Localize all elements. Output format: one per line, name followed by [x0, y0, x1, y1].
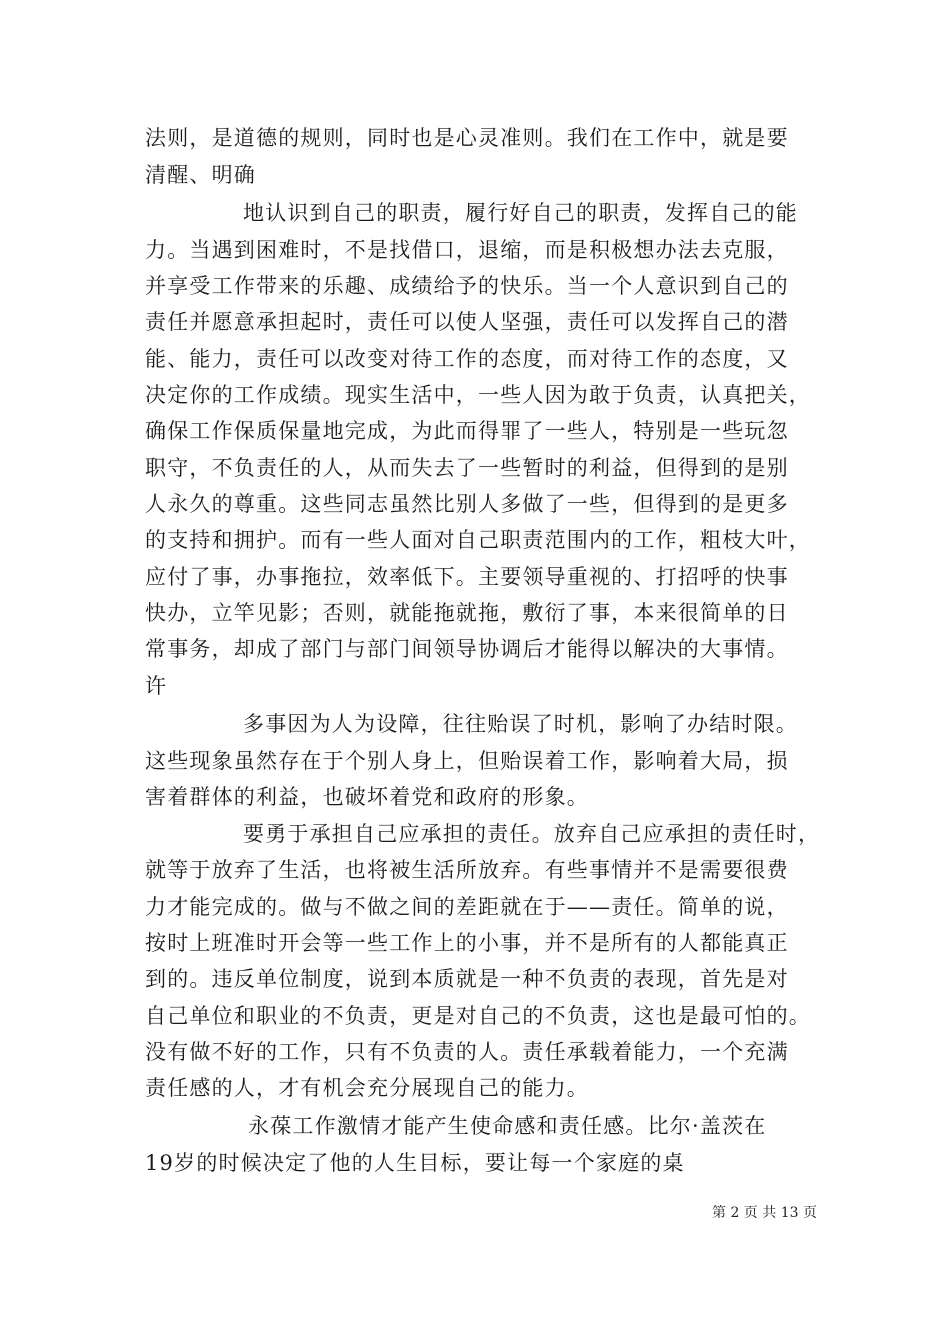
text-line: 确保工作保质保量地完成，为此而得罪了一些人，特别是一些玩忽 — [145, 419, 789, 443]
text-line: 的支持和拥护。而有一些人面对自己职责范围内的工作，粗枝大叶， — [145, 528, 811, 552]
text-line: 快办，立竿见影；否则，就能拖就拖，敷衍了事，本来很简单的日 — [145, 601, 789, 625]
text-line: 并享受工作带来的乐趣、成绩给予的快乐。当一个人意识到自己的 — [145, 274, 789, 298]
page-number-footer: 第 2 页 共 13 页 — [712, 1205, 817, 1221]
text-line: 永葆工作激情才能产生使命感和责任感。比尔·盖茨在 — [248, 1114, 767, 1138]
text-line: 按时上班准时开会等一些工作上的小事，并不是所有的人都能真正 — [145, 931, 789, 955]
text-line: 地认识到自己的职责，履行好自己的职责，发挥自己的能 — [243, 201, 798, 225]
text-line: 多事因为人为设障，往往贻误了时机，影响了办结时限。 — [243, 712, 798, 736]
text-line: 没有做不好的工作，只有不负责的人。责任承载着能力，一个充满 — [145, 1040, 789, 1064]
text-line: 决定你的工作成绩。现实生活中，一些人因为敢于负责，认真把关， — [145, 383, 811, 407]
text-line: 能、能力，责任可以改变对待工作的态度，而对待工作的态度，又 — [145, 347, 789, 371]
text-line: 这些现象虽然存在于个别人身上，但贻误着工作，影响着大局，损 — [145, 749, 789, 773]
text-line: 就等于放弃了生活，也将被生活所放弃。有些事情并不是需要很费 — [145, 858, 789, 882]
text-line: 法则，是道德的规则，同时也是心灵准则。我们在工作中，就是要 — [145, 126, 789, 150]
text-line: 职守，不负责任的人，从而失去了一些暂时的利益，但得到的是别 — [145, 456, 789, 480]
text-line: 害着群体的利益，也破坏着党和政府的形象。 — [145, 785, 589, 809]
text-line: 责任并愿意承担起时，责任可以使人坚强，责任可以发挥自己的潜 — [145, 310, 789, 334]
text-line: 应付了事，办事拖拉，效率低下。主要领导重视的、打招呼的快事 — [145, 565, 789, 589]
text-line: 19岁的时候决定了他的人生目标，要让每一个家庭的桌 — [145, 1151, 685, 1175]
text-line: 自己单位和职业的不负责，更是对自己的不负责，这也是最可怕的。 — [145, 1004, 811, 1028]
text-line: 人永久的尊重。这些同志虽然比别人多做了一些，但得到的是更多 — [145, 492, 789, 516]
text-line: 要勇于承担自己应承担的责任。放弃自己应承担的责任时， — [243, 822, 821, 846]
text-line: 责任感的人，才有机会充分展现自己的能力。 — [145, 1076, 589, 1100]
text-line: 力才能完成的。做与不做之间的差距就在于——责任。简单的说， — [145, 895, 789, 919]
text-line: 力。当遇到困难时，不是找借口，退缩，而是积极想办法去克服， — [145, 238, 789, 262]
text-line: 清醒、明确 — [145, 163, 256, 187]
text-line: 常事务，却成了部门与部门间领导协调后才能得以解决的大事情。 — [145, 637, 789, 661]
text-line: 到的。违反单位制度，说到本质就是一种不负责的表现，首先是对 — [145, 967, 789, 991]
text-line: 许 — [145, 674, 168, 698]
